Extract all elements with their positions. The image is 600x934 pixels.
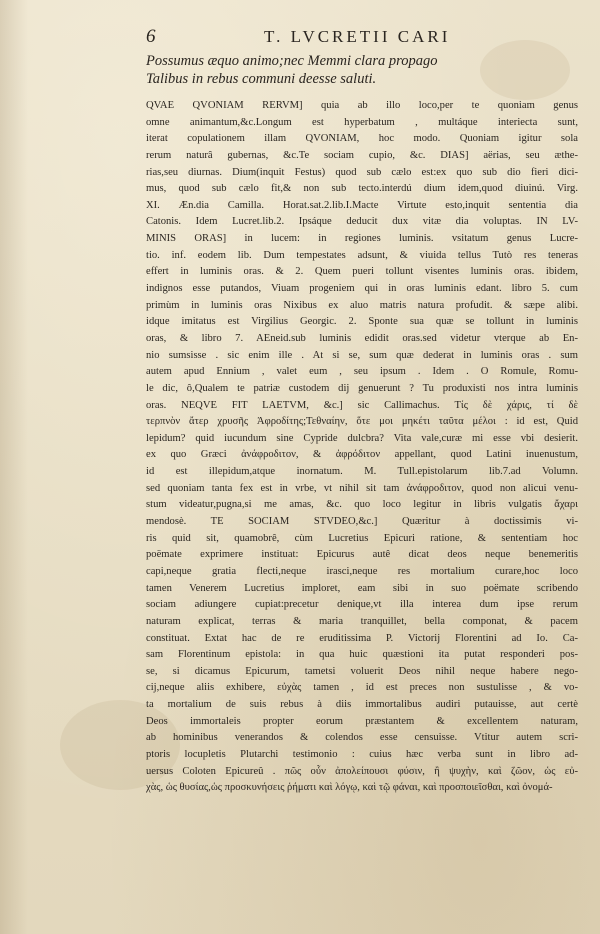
page-number: 6 [146,26,156,47]
page-header [146,26,586,46]
commentary-line: ta mortalium de suis rebus à diis immortalibus audiri putauisse, aut certè [146,699,578,711]
commentary-line: uersus Coloten Epicureû . πῶς οὖν ἀπολείπουσι φύσιν, ἢ ψυχὴν, καὶ ζῶον, ὡς εὐ- [146,765,578,777]
commentary-line: iterat copulationem illam QVONIAM, hoc modo. Quoniam igitur sola [146,133,578,145]
commentary-line: primùm in luminis oras Nixibus ex aluo matris natura profudit. & sæpe alibi. [146,299,578,311]
commentary-line: τερπνὸν ἄτερ χρυσῆς Ἀφροδίτης;Τεθναίην, ὅτε μοι μηκέτι ταῦτα μέλοι : id est, Quid [146,416,578,428]
commentary-line: indignos esse putandos, Viuam progeniem qui in oras luminis edant. libro 5. cum [146,283,578,295]
commentary-line: idque imitatus est Virgilius Georgic. 2. Sponte sua quæ se tollunt in luminis [146,316,578,328]
verse-line-1: Possumus æquo animo;nec Memmi clara propago [146,53,438,69]
commentary-line: mendosè. TE SOCIAM STVDEO,&c.] Quæritur à doctissimis vi- [146,516,578,528]
commentary-line: rias,seu diurnas. Dium(inquit Festus) quod sub cælo est:ex quo sub dio fieri dici- [146,166,578,178]
commentary-line: QVAE QVONIAM RERVM] quia ab illo loco,per te quoniam genus [146,100,578,111]
commentary-line: ptoris locupletis Plutarchi testimonio : cuius hæc verba sunt in libro ad- [146,748,578,760]
commentary-line: sed quoniam tanta fex est in vrbe, vt nihil sit tam ἀνάφροδιτον, quod non alicui venu- [146,482,578,494]
commentary-line: Catonis. Idem Lucret.lib.2. Ipsáque deducit dux vitæ dia voluptas. IN LV- [146,216,578,228]
commentary-line: tamen Venerem Lucretius imploret, eam sibi in suo poëmate scribendo [146,582,578,594]
commentary-line: constituat. Extat hac de re eruditissima P. Victorij Florentini ad Io. Ca- [146,632,578,644]
commentary-line: omne animantum,&c.Longum est hyperbatum , multáque interiecta sunt, [146,116,578,128]
commentary-line: MINIS ORAS] in lucem: in regiones luminis. vsitatum genus Lucre- [146,233,578,245]
commentary-line: lepidum? quid iucundum sine Cypride dulcbra? Vita vale,curæ mi esse vbi desierit. [146,432,578,444]
commentary-line: nio sumsisse . sic enim ille . At si se, sum quæ dederat in luminis oras . sum [146,349,578,361]
commentary-line: χὰς, ὡς θυσίας,ὡς προσκυνήσεις ῥήματι καὶ λόγῳ, καὶ τῷ φάναι, καὶ προσποιεῖσθαι, καὶ ὀνομά- [146,782,553,794]
commentary-line: stum videatur,pugna,si me amas, &c. quo loco legitur in libris vulgatis ἄχαρι [146,499,578,511]
verse-line-2: Talibus in rebus communi deesse saluti. [146,71,377,87]
commentary-line: oras. NEQVE FIT LAETVM, &c.] sic Callimachus. Τίς δὲ χάρις, τί δὲ [146,399,578,411]
verse-lines [146,52,576,88]
commentary-line: poëmate exprimere instituat: Epicurus autê dicat deos neque benemeritis [146,549,578,561]
commentary-line: autem apud Ennium , valet eum , seu ipsum . Idem . O Romule, Romu- [146,366,578,378]
commentary-line: sam Florentinum epistola: in qua huic quæstioni ita putat responderi pos- [146,649,578,661]
commentary-line: mus, quod sub cælo fit,& non sub tecto.interdú dium idem,quod diuinú. Virg. [146,183,578,195]
commentary-line: naturam explicat, terras & maria tranquillet, bella componat, & pacem [146,615,578,627]
commentary-line: sociam adiungere cupiat:precetur denique,vt illa interea dum ipse rerum [146,599,578,611]
commentary-line: effert in luminis oras. & 2. Quem pueri tollunt visentes luminis oras. ibidem, [146,266,578,278]
running-head: T. LVCRETII CARI [264,27,451,46]
commentary-line: tio. inf. eodem lib. Dum tempestates adsunt, & viuida tellus Tutò res teneras [146,249,578,261]
commentary-line: capi,neque gratia flecti,neque irasci,neque res mortalium curare,hoc loco [146,565,578,577]
commentary-line: Deos immortaleis propter eorum præstantem & excellentem naturam, [146,715,578,727]
commentary-line: cij,neque aliis exhibere, εὐχὰς tamen , id est preces non sustulisse , & vo- [146,682,578,694]
commentary-line: XI. Æn.dia Camilla. Horat.sat.2.lib.I.Macte Virtute esto,inquit sententia dia [146,199,578,211]
commentary-line: ab hominibus venerandos & colendos esse censuisse. Vtitur autem scri- [146,732,578,744]
commentary-text [146,98,578,797]
page-gutter-shadow [0,0,28,934]
commentary-line: oras, & libro 7. AEneid.sub luminis edidit oras.sed videtur vterque ab En- [146,332,578,344]
commentary-line: id est illepidum,atque inornatum. M. Tull.epistolarum lib.7.ad Volumn. [146,466,578,478]
commentary-line: ris quid sit, quamobrê, cùm Lucretius Epicuri ratione, & sententiam hoc [146,532,578,544]
commentary-line: ex quo Græci ἀνάφροδιτον, & ἀφρόδιτον appellant, quod Latini inuenustum, [146,449,578,461]
commentary-line: rerum naturâ gubernas, &c.Te sociam cupio, &c. DIAS] aërias, seu æthe- [146,149,578,161]
commentary-line: le dic, ô,Qualem te patriæ custodem dij genuerunt ? Tu produxisti nos intra luminis [146,382,578,394]
commentary-line: se, si dicamus Epicurum, tametsi voluerit Deos nihil neque habere nego- [146,665,578,677]
